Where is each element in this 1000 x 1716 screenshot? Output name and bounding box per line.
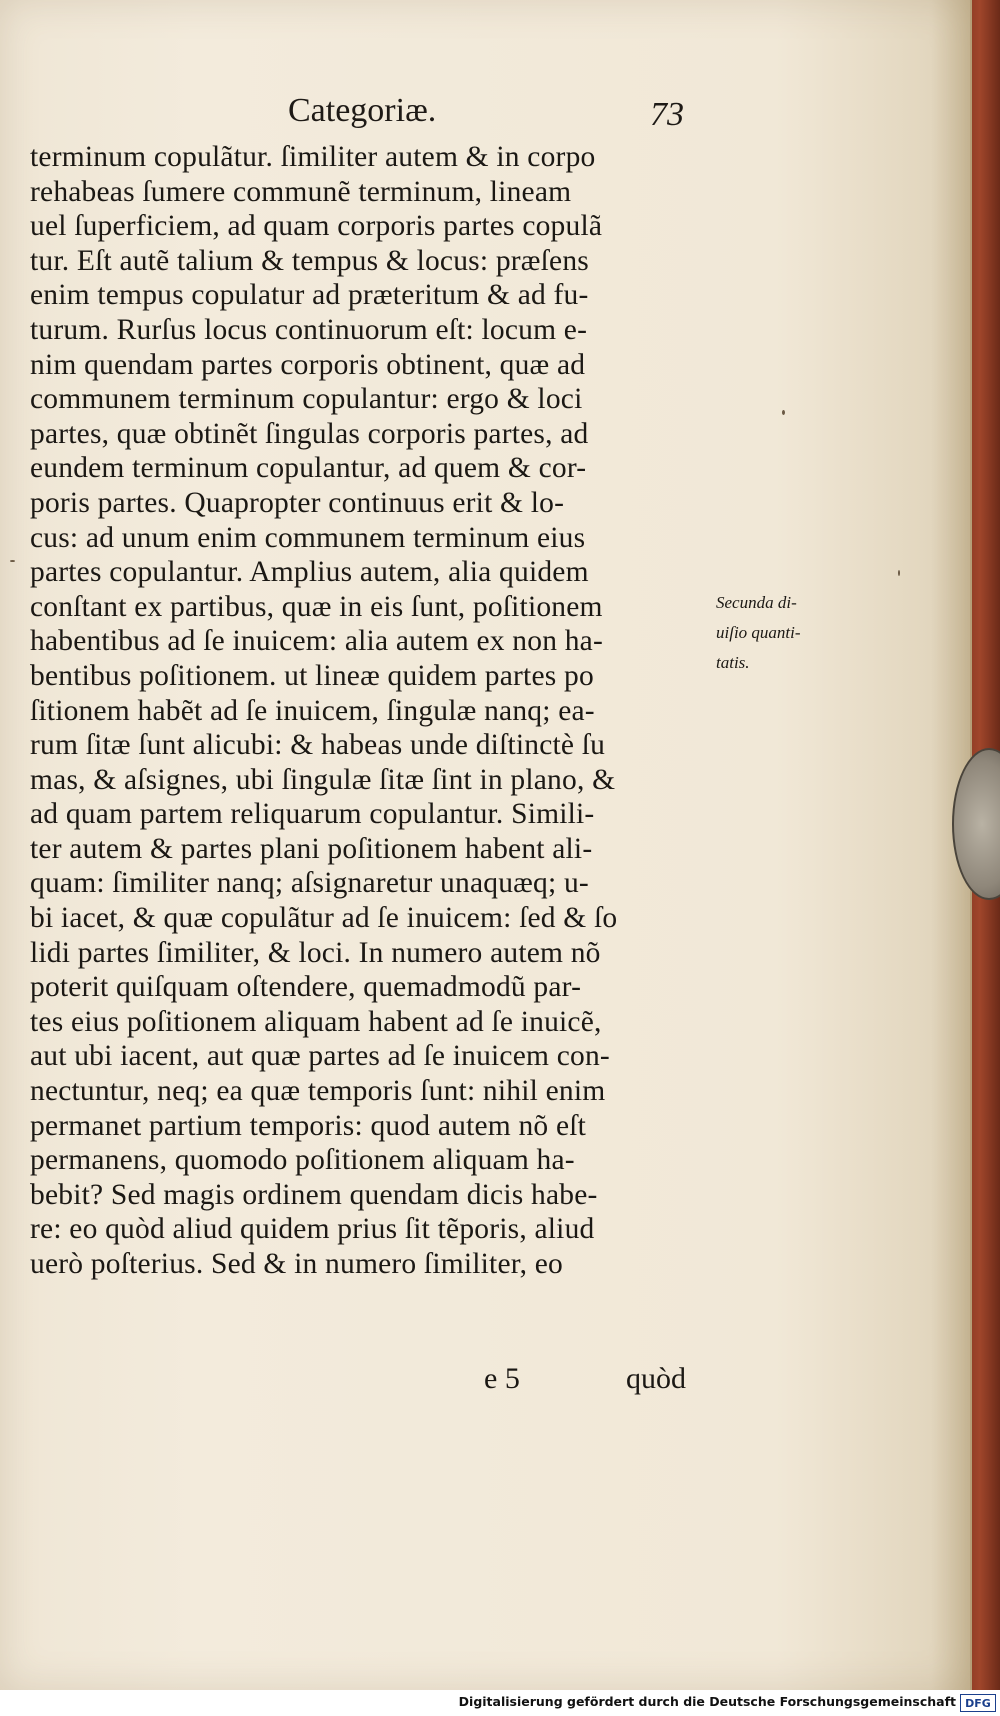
text-line: aut ubi iacent, aut quæ partes ad ſe inuicem con- <box>30 1040 610 1073</box>
text-line: lidi partes ſimiliter, & loci. In numero autem nõ <box>30 936 601 969</box>
text-line: conſtant ex partibus, quæ in eis ſunt, poſitionem <box>30 590 603 623</box>
text-line: poterit quiſquam oſtendere, quemadmodũ par- <box>30 971 582 1004</box>
marginal-note-line: Secunda di- <box>716 593 797 612</box>
text-line: poris partes. Quapropter continuus erit & lo- <box>30 486 565 519</box>
paper-speck <box>898 570 900 576</box>
signature-mark: e 5 <box>484 1362 520 1395</box>
marginal-note-line: tatis. <box>716 653 750 672</box>
text-line: terminum copulãtur. ſimiliter autem & in corpo <box>30 141 596 173</box>
text-line: ſitionem habẽt ad ſe inuicem, ſingulæ nanq; ea- <box>30 694 595 727</box>
marginal-note-line: uiſio quanti- <box>716 623 801 642</box>
text-line: turum. Rurſus locus continuorum eſt: locum e- <box>30 313 588 346</box>
text-line: enim tempus copulatur ad præteritum & ad fu- <box>30 279 589 312</box>
paper-speck <box>10 560 15 562</box>
text-line: cus: ad unum enim communem terminum eius <box>30 521 586 554</box>
text-line: eundem terminum copulantur, ad quem & cor- <box>30 452 587 485</box>
page-header <box>0 92 970 138</box>
text-line: nectuntur, neq; ea quæ temporis ſunt: nihil enim <box>30 1075 606 1108</box>
text-line: bentibus poſitionem. ut lineæ quidem partes po <box>30 659 594 692</box>
text-line: mas, & aſsignes, ubi ſingulæ ſitæ ſint in plano, & <box>30 763 616 796</box>
signature-line <box>0 1362 970 1402</box>
digitization-credit-bar <box>0 1690 1000 1716</box>
paper-speck <box>782 410 785 415</box>
text-line: permanens, quomodo poſitionem aliquam ha- <box>30 1144 575 1177</box>
text-line: uel ſuperficiem, ad quam corporis partes copulã <box>30 210 603 243</box>
credit-text: Digitalisierung gefördert durch die Deutsche Forschungsgemeinschaft <box>458 1694 956 1709</box>
text-line: ter autem & partes plani poſitionem habent ali- <box>30 832 593 865</box>
text-line: tes eius poſitionem aliquam habent ad ſe inuicẽ, <box>30 1005 602 1038</box>
text-line: re: eo quòd aliud quidem prius ſit tẽporis, aliud <box>30 1213 595 1246</box>
main-text-block <box>30 140 720 1282</box>
text-line: rum ſitæ ſunt alicubi: & habeas unde diſtinctè ſu <box>30 729 606 762</box>
text-line: rehabeas ſumere communẽ terminum, lineam <box>30 175 572 208</box>
text-line: uerò poſterius. Sed & in numero ſimiliter, eo <box>30 1248 563 1280</box>
text-line: bebit? Sed magis ordinem quendam dicis habe- <box>30 1178 598 1211</box>
text-line: tur. Eſt autẽ talium & tempus & locus: præſens <box>30 244 589 277</box>
text-line: partes, quæ obtinẽt ſingulas corporis partes, ad <box>30 417 589 450</box>
page-number: 73 <box>650 96 684 133</box>
text-line: bi iacet, & quæ copulãtur ad ſe inuicem: ſed & ſo <box>30 902 618 935</box>
text-line: quam: ſimiliter nanq; aſsignaretur unaquæq; u- <box>30 867 589 900</box>
dfg-logo: DFG <box>960 1694 996 1712</box>
catchword: quòd <box>626 1362 686 1395</box>
text-line: partes copulantur. Amplius autem, alia quidem <box>30 556 589 589</box>
text-line: nim quendam partes corporis obtinent, quæ ad <box>30 348 586 381</box>
running-title: Categoriæ. <box>288 92 437 129</box>
text-line: habentibus ad ſe inuicem: alia autem ex non ha- <box>30 625 603 658</box>
text-line: communem terminum copulantur: ergo & loci <box>30 383 583 416</box>
text-line: permanet partium temporis: quod autem nõ eſt <box>30 1109 587 1142</box>
marginal-note <box>716 588 866 678</box>
text-line: ad quam partem reliquarum copulantur. Simili- <box>30 798 595 831</box>
